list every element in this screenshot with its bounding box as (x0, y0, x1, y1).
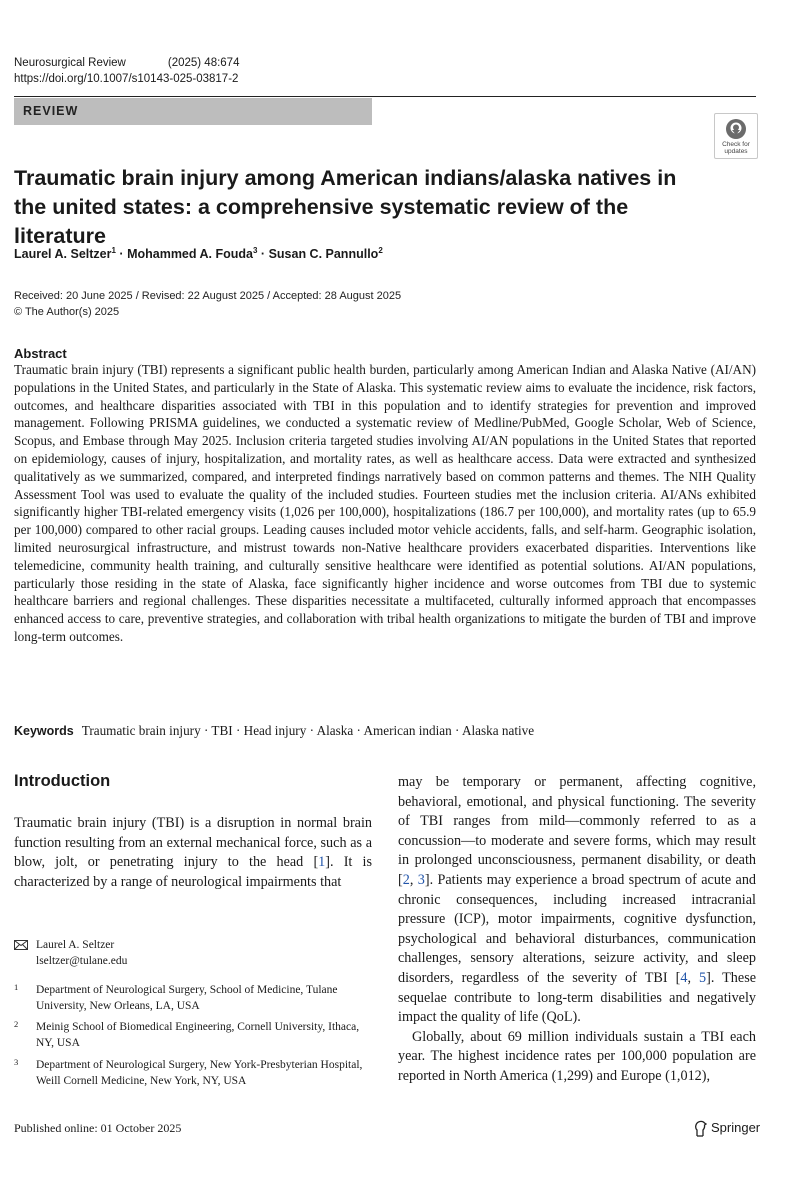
author-separator: · (115, 247, 128, 262)
intro-paragraph: Globally, about 69 million individuals sustain a TBI each year. The highest incidence rates per 100,000 population are reported in North America (1,299) and Europe (1,012), (398, 1028, 756, 1084)
check-updates-icon (725, 118, 747, 140)
affiliation-number: 1 (14, 982, 19, 992)
publisher-name: Springer (711, 1120, 761, 1135)
citation-link[interactable]: 4 (680, 969, 688, 986)
correspondence-name: Laurel A. Seltzer (36, 939, 115, 951)
journal-volume: (2025) 48:674 (167, 57, 240, 69)
keyword-separator: · (200, 723, 212, 738)
keyword: Head injury (243, 723, 307, 738)
check-updates-label: Check for updates (722, 141, 750, 155)
affiliation-text: Department of Neurological Surgery, New York-Presbyterian Hospital, Weill Cornell Medicine, New York, NY, USA (36, 1059, 363, 1087)
intro-right-column (398, 773, 756, 1087)
journal-header (14, 55, 239, 87)
keyword-separator: · (451, 723, 462, 738)
correspondence-email[interactable]: lseltzer@tulane.edu (36, 954, 128, 967)
author-affiliation-mark: 3 (253, 246, 258, 255)
author-name[interactable]: Mohammed A. Fouda (127, 247, 253, 262)
history-dates: Received: 20 June 2025 / Revised: 22 August 2025 / Accepted: 28 August 2025 (14, 290, 402, 302)
check-for-updates-button[interactable] (714, 113, 758, 159)
intro-text: ]. Patients may experience a broad spectrum of acute and chronic consequences, including increased intracranial pressure (ICP), motor impairments, cognitive dysfunction, psychological and behavioral disturbances, communication challenges, sensory alterations, seizure activity, and sleep disorders, regardless of the severity of TBI [ (398, 871, 757, 986)
affiliation-text: Meinig School of Biomedical Engineering, Cornell University, Ithaca, NY, USA (36, 1021, 360, 1049)
affiliation (14, 1058, 372, 1089)
abstract-text: Traumatic brain injury (TBI) represents a significant public health burden, particularly among American Indian and Alaska Native (AI/AN) populations in the United States, and particularly in the State of Alaska. This systematic review aims to evaluate the incidence, risk factors, outcomes, and healthcare disparities associated with TBI in this population and to identify strategies for prevention and improved management. Following PRISMA guidelines, we conducted a systematic review of Medline/PubMed, Google Scholar, Web of Science, Scopus, and Embase through May 2025. Inclusion criteria targeted studies involving AI/AN populations in the United States that reported on epidemiology, causes of injury, hospitalization, and mortality rates, as well as healthcare access. Data were extracted and synthesized qualitatively as we summarized, compared, and interpreted findings narratively based on common patterns and themes. The NIH Quality Assessment Tool was used to evaluate the quality of the included studies. Fourteen studies met the inclusion criteria. AI/ANs exhibited significantly higher TBI-related emergency visits (1,026 per 100,000), hospitalizations (186.7 per 100,000), and mortality rates (up to 65.9 per 100,000) compared to other racial groups. Leading causes included motor vehicle accidents, falls, and self-harm. Geographic isolation, limited neurosurgical infrastructure, and mistrust towards non-Native healthcare providers exacerbated disparities. Interventions like telemedicine, community health training, and culturally sensitive healthcare were identified as potential solutions. AI/AN populations, particularly those residing in the state of Alaska, face significantly higher incidence and worse outcomes from TBI due to systemic healthcare barriers and regional challenges. These disparities necessitate a multifaceted, culturally informed approach that encompasses enhanced access to care, preventive strategies, and collaboration with tribal health organizations to mitigate the burden of TBI and improve long-term outcomes. (14, 362, 756, 644)
citation-link[interactable]: 5 (699, 969, 707, 986)
keywords-line (14, 722, 756, 740)
citation-link[interactable]: 3 (417, 871, 425, 888)
author-name[interactable]: Laurel A. Seltzer (14, 247, 112, 262)
intro-left-column (14, 814, 372, 892)
affiliation-text: Department of Neurological Surgery, School of Medicine, Tulane University, New Orleans, LA, USA (36, 984, 338, 1012)
author-affiliation-mark: 1 (111, 246, 116, 255)
citation-separator: , (687, 969, 700, 986)
keyword: Alaska (316, 723, 354, 738)
publisher-logo (693, 1120, 760, 1135)
intro-text: Traumatic brain injury (TBI) is a disruption in normal brain function resulting from an external mechanical force, such as a blow, jolt, or penetrating injury to the head [ (14, 815, 372, 871)
article-history (14, 288, 401, 320)
author-separator: · (257, 247, 269, 262)
keywords-label: Keywords (14, 724, 74, 738)
journal-name: Neurosurgical Review (14, 57, 126, 69)
affiliation (14, 983, 372, 1014)
citation-separator: , (409, 871, 418, 888)
doi-link[interactable]: https://doi.org/10.1007/s10143-025-03817-2 (14, 73, 239, 85)
keyword-separator: · (306, 723, 317, 738)
springer-horse-icon (693, 1120, 707, 1137)
copyright-line: © The Author(s) 2025 (14, 306, 120, 318)
citation-link[interactable]: 2 (402, 871, 410, 888)
intro-text: may be temporary or permanent, affecting cognitive, behavioral, emotional, and physical functioning. The severity of TBI ranges from mild—commonly referred to as a concussion—to moderate and severe forms, which may result in prolonged unconsciousness, permanent disability, or death [ (398, 774, 756, 888)
affiliation-number: 2 (14, 1019, 19, 1029)
author-affiliation-mark: 2 (378, 246, 383, 255)
introduction-heading: Introduction (14, 772, 111, 790)
published-online: Published online: 01 October 2025 (14, 1121, 182, 1135)
article-title: Traumatic brain injury among American indians/alaska natives in the united states: a comprehensive systematic review of the literature (14, 166, 677, 248)
keyword-separator: · (232, 723, 244, 738)
intro-paragraph (398, 773, 756, 1028)
header-rule (14, 96, 756, 97)
correspondence-block (14, 938, 372, 969)
mail-icon (14, 940, 28, 950)
keyword: Traumatic brain injury (81, 723, 201, 738)
intro-text: ]. It is characterized by a range of neurological impairments that (14, 854, 372, 890)
citation-link[interactable]: 1 (318, 854, 326, 871)
keyword: American indian (363, 723, 452, 738)
article-type-banner: REVIEW (14, 98, 372, 125)
keyword-separator: · (353, 723, 364, 738)
author-name[interactable]: Susan C. Pannullo (268, 247, 379, 262)
affiliation (14, 1020, 372, 1051)
intro-text: ]. These sequelae contribute to long-term disabilities and negatively impact the quality of life (QoL). (398, 969, 757, 1026)
keyword: Alaska native (461, 723, 535, 738)
abstract-heading: Abstract (14, 346, 67, 361)
keyword: TBI (211, 723, 233, 738)
affiliation-number: 3 (14, 1057, 19, 1067)
author-list (14, 242, 383, 263)
